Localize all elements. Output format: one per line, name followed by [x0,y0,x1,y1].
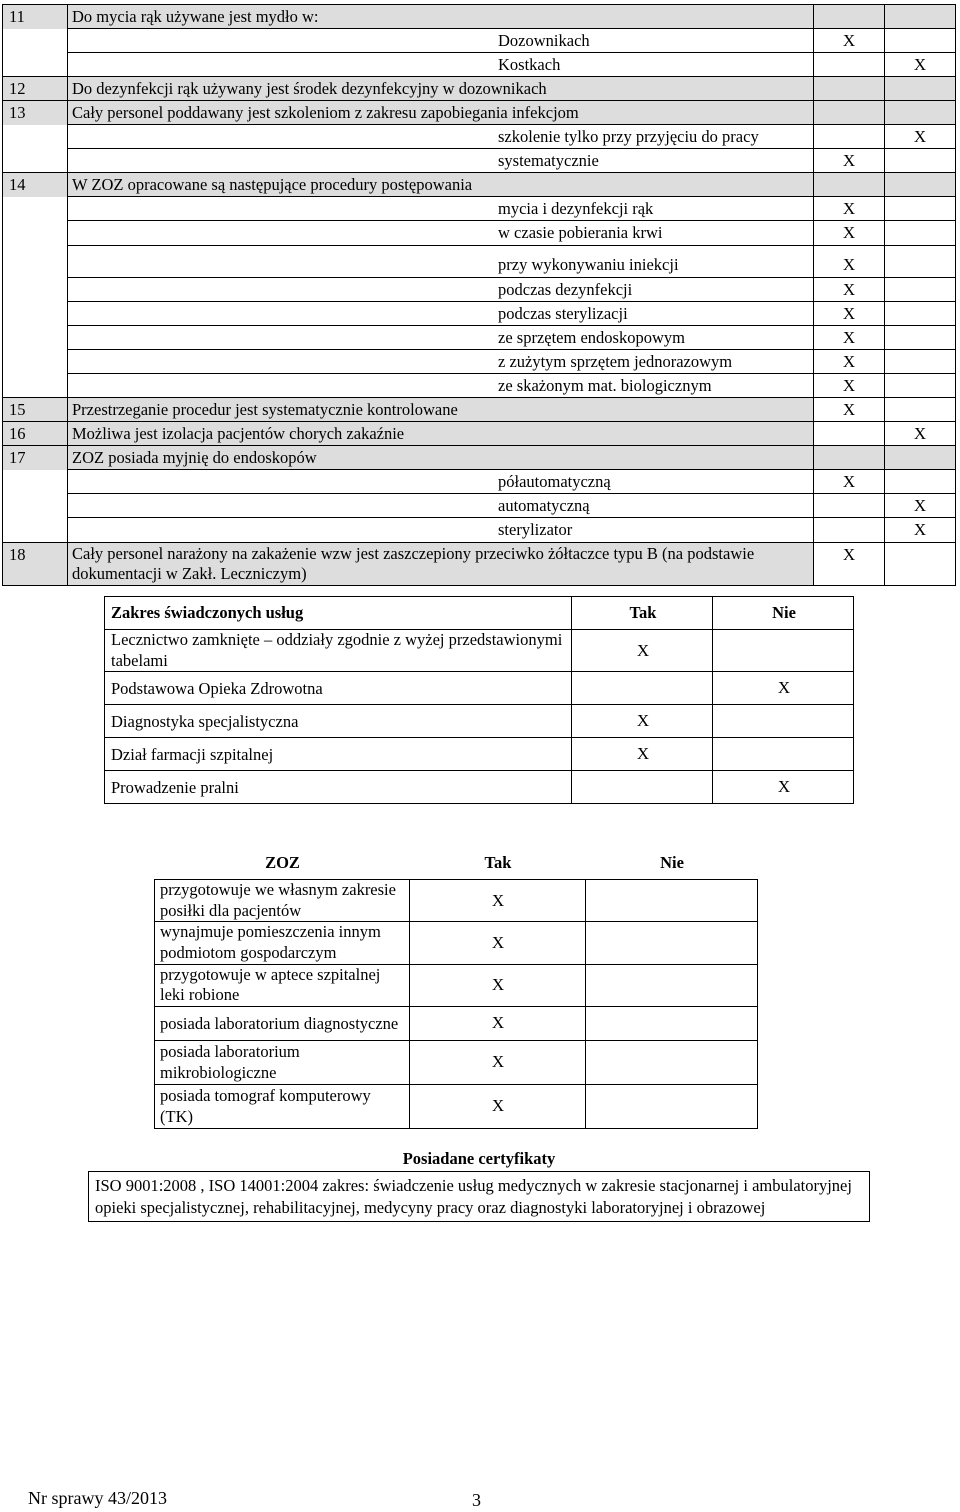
tak-mark [814,125,885,149]
nie-mark [885,173,956,197]
services-header-label: Zakres świadczonych usług [105,597,572,630]
question-row [3,446,956,470]
tak-mark: X [814,373,885,397]
option-row [3,197,956,221]
row-number [3,470,68,494]
tak-mark [814,446,885,470]
option-text: ze skażonym mat. biologicznym [68,373,814,397]
question-text: Cały personel poddawany jest szkoleniom z zakresu zapobiegania infekcjom [68,101,814,125]
nie-mark: X [885,494,956,518]
row-number: 17 [3,446,68,470]
zoz-header-row [155,846,758,880]
row-number [3,149,68,173]
row-number: 15 [3,398,68,422]
nie-mark: X [885,125,956,149]
nie-mark [885,398,956,422]
zoz-row [155,1040,758,1084]
row-number [3,349,68,373]
tak-mark: X [814,197,885,221]
service-row [105,672,854,705]
zoz-nie [586,964,758,1006]
page-number: 3 [472,1490,481,1510]
zoz-label: posiada laboratorium mikrobiologiczne [155,1040,410,1084]
row-number [3,125,68,149]
option-row [3,149,956,173]
zoz-row [155,922,758,964]
option-row [3,325,956,349]
service-tak [572,672,713,705]
service-tak [572,771,713,804]
question-text: Do mycia rąk używane jest mydło w: [68,5,814,29]
certificates-title: Posiadane certyfikaty [402,1149,556,1168]
service-row [105,771,854,804]
zoz-header-label: ZOZ [265,852,300,872]
zoz-row [155,1084,758,1128]
tak-mark: X [814,221,885,245]
option-text: półautomatyczną [68,470,814,494]
question-text: ZOZ posiada myjnię do endoskopów [68,446,814,470]
row-number [3,494,68,518]
tak-mark [814,77,885,101]
row-number [3,221,68,245]
service-label: Diagnostyka specjalistyczna [105,705,572,738]
option-row [3,518,956,542]
nie-mark [885,221,956,245]
services-scope-table [104,596,854,804]
option-text: Kostkach [68,53,814,77]
option-text: Dozownikach [68,29,814,53]
zoz-tak: X [410,880,586,922]
nie-mark [885,325,956,349]
zoz-row [155,1006,758,1040]
zoz-table [154,846,758,1129]
question-row [3,542,956,585]
nie-mark [885,149,956,173]
zoz-nie [586,1084,758,1128]
row-number: 11 [3,5,68,29]
certificates-table [88,1146,870,1222]
option-text: przy wykonywaniu iniekcji [68,245,814,277]
nie-mark [885,77,956,101]
question-text: Do dezynfekcji rąk używany jest środek dezynfekcyjny w dozownikach [68,77,814,101]
services-header-row [105,597,854,630]
question-row [3,101,956,125]
row-number [3,197,68,221]
service-row [105,738,854,771]
row-number [3,301,68,325]
tak-mark [814,173,885,197]
option-text: systematycznie [68,149,814,173]
zoz-label: posiada tomograf komputerowy (TK) [155,1084,410,1128]
tak-mark [814,53,885,77]
service-row [105,630,854,672]
service-nie: X [713,672,854,705]
row-number: 14 [3,173,68,197]
tak-mark: X [814,277,885,301]
row-number [3,53,68,77]
option-row [3,29,956,53]
question-text: Przestrzeganie procedur jest systematycznie kontrolowane [68,398,814,422]
question-text: Cały personel narażony na zakażenie wzw jest zaszczepiony przeciwko żółtaczce typu B (na podstawie dokumentacji w Zakł. Leczniczym) [68,542,814,585]
nie-mark [885,446,956,470]
option-text: ze sprzętem endoskopowym [68,325,814,349]
zoz-nie [586,1006,758,1040]
question-row [3,398,956,422]
zoz-tak: X [410,1084,586,1128]
zoz-row [155,880,758,922]
row-number [3,518,68,542]
services-header-tak: Tak [572,597,713,630]
zoz-nie [586,922,758,964]
nie-mark [885,277,956,301]
tak-mark: X [814,29,885,53]
option-row [3,221,956,245]
service-label: Prowadzenie pralni [105,771,572,804]
row-number [3,245,68,277]
zoz-header-nie: Nie [660,852,684,872]
service-nie [713,705,854,738]
tak-mark [814,101,885,125]
option-text: szkolenie tylko przy przyjęciu do pracy [68,125,814,149]
zoz-label: wynajmuje pomieszczenia innym podmiotom gospodarczym [155,922,410,964]
option-row [3,349,956,373]
option-text: mycia i dezynfekcji rąk [68,197,814,221]
question-row [3,5,956,29]
tak-mark: X [814,398,885,422]
zoz-tak: X [410,1006,586,1040]
service-label: Dział farmacji szpitalnej [105,738,572,771]
zoz-label: przygotowuje w aptece szpitalnej leki robione [155,964,410,1006]
tak-mark: X [814,470,885,494]
option-text: w czasie pobierania krwi [68,221,814,245]
nie-mark: X [885,422,956,446]
option-row [3,373,956,397]
case-number: Nr sprawy 43/2013 [28,1488,167,1508]
option-text: podczas dezynfekcji [68,277,814,301]
question-row [3,173,956,197]
tak-mark [814,5,885,29]
zoz-label: przygotowuje we własnym zakresie posiłki dla pacjentów [155,880,410,922]
zoz-header-tak: Tak [484,852,512,872]
hygiene-procedures-table [2,4,956,586]
services-header-nie: Nie [713,597,854,630]
row-number: 16 [3,422,68,446]
option-row [3,470,956,494]
service-nie [713,630,854,672]
service-label: Podstawowa Opieka Zdrowotna [105,672,572,705]
nie-mark [885,101,956,125]
option-text: sterylizator [68,518,814,542]
nie-mark: X [885,53,956,77]
tak-mark: X [814,149,885,173]
nie-mark [885,29,956,53]
service-row [105,705,854,738]
zoz-nie [586,1040,758,1084]
option-row [3,301,956,325]
tak-mark: X [814,349,885,373]
tak-mark: X [814,325,885,349]
row-number [3,373,68,397]
option-row [3,53,956,77]
service-label: Lecznictwo zamknięte – oddziały zgodnie z wyżej przedstawionymi tabelami [105,630,572,672]
option-text: z zużytym sprzętem jednorazowym [68,349,814,373]
nie-mark [885,301,956,325]
option-row [3,125,956,149]
row-number [3,277,68,301]
service-tak: X [572,738,713,771]
nie-mark [885,349,956,373]
tak-mark [814,518,885,542]
service-tak: X [572,630,713,672]
nie-mark [885,245,956,277]
tak-mark [814,422,885,446]
option-text: automatyczną [68,494,814,518]
nie-mark [885,373,956,397]
nie-mark [885,197,956,221]
zoz-label: posiada laboratorium diagnostyczne [155,1006,410,1040]
row-number [3,325,68,349]
service-tak: X [572,705,713,738]
option-row [3,494,956,518]
row-number: 12 [3,77,68,101]
service-nie [713,738,854,771]
question-row [3,77,956,101]
question-text: W ZOZ opracowane są następujące procedury postępowania [68,173,814,197]
option-text: podczas sterylizacji [68,301,814,325]
service-nie: X [713,771,854,804]
question-row [3,422,956,446]
zoz-row [155,964,758,1006]
row-number: 13 [3,101,68,125]
tak-mark: X [814,542,885,585]
zoz-tak: X [410,1040,586,1084]
nie-mark [885,470,956,494]
option-row [3,277,956,301]
tak-mark: X [814,301,885,325]
option-row [3,245,956,277]
certificates-text: ISO 9001:2008 , ISO 14001:2004 zakres: świadczenie usług medycznych w zakresie stacjonarnej i ambulatoryjnej opieki specjalistycznej, rehabilitacyjnej, medycyny pracy oraz diagnostyki laboratoryjnej i obrazowej [89,1172,870,1222]
tak-mark [814,494,885,518]
zoz-nie [586,880,758,922]
tak-mark: X [814,245,885,277]
row-number: 18 [3,542,68,585]
nie-mark [885,5,956,29]
nie-mark: X [885,518,956,542]
row-number [3,29,68,53]
nie-mark [885,542,956,585]
zoz-tak: X [410,922,586,964]
zoz-tak: X [410,964,586,1006]
question-text: Możliwa jest izolacja pacjentów chorych zakaźnie [68,422,814,446]
